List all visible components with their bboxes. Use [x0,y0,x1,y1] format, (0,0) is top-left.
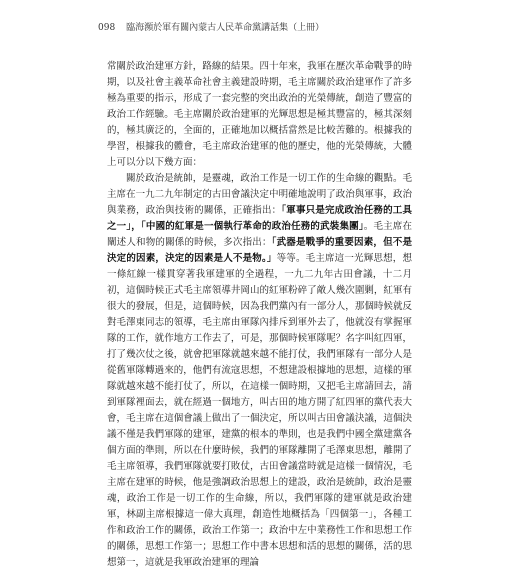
paragraph-1 [107,59,412,171]
paragraph-text: 。毛主席在闡述人和物的關係的時候，多次指出： [107,221,412,248]
running-title: 臨海瀕於軍有關內蒙古人民革命黨講話集（上冊） [126,23,325,33]
paragraph-text: 等等。毛主席這一光輝思想，想一條紅線一樣貫穿著我軍建軍的全過程，一九二九年古田會議，十二月初，這個時候正式毛主席領導井岡山的紅軍粉碎了敵人幾次圍剿，紅軍有很大的發展，但是，這個時候，因為我們黨內有一部分人，那個時候就反對毛澤東同志的領導，毛主席由軍隊內排斥到軍外去了，他就沒有掌握軍隊的工作，就作地方工作去了，可是，那個時候軍隊呢？名字叫紅四軍，打了幾次仗之後，就會把軍隊就越來越不能打仗，我們軍隊有一部分人是從舊軍隊轉過來的，他們有流寇思想，不想建設根據地的思想，這樣的軍隊就越來越不能打仗了，所以，在這樣一個時期，又把毛主席請回去，請到軍隊裡面去，就在經過一個地方，叫古田的地方開了紅四軍的黨代表大會，毛主席在這個會議上做出了一個決定，所以叫古田會議決議，這個決議不僅是我們軍隊的建軍，建黨的根本的準則，也是我們中國全黨建黨各個方面的準則，所以在什麼時候，我們的軍隊離開了毛澤東思想，離開了毛主席領導，我們軍隊就要打敗仗，古田會議當時就是這樣一個情況，毛主席在建軍的時候，他是強調政治思想上的建設，政治是統帥，政治是靈魂，政治工作是一切工作的生命線，所以，我們軍隊的建軍就是政治建軍，林副主席根據這一偉大真理，創造性地概括為「四個第一」，各種工作和政治工作的關係，政治工作第一；政治中左中業務性工作和思想工作的關係，思想工作第一；思想工作中書本思想和活的思想的關係，活的思想第一，這就是我軍政治建軍的理論 [107,253,412,568]
paragraph-2 [107,171,412,571]
running-header [98,22,324,34]
paragraph-text: 關於政治是統帥，是靈魂，政治工作是一切工作的生命線的觀點。毛主席在一九二九年制定的古田會議決定中明確地說明了政治與軍事，政治與業務，政治與技術的關係，正確指出： [107,173,412,216]
body-text [107,59,412,571]
emphasized-quote: 「軍事只是完成政治任務的工具之一」，「中國的紅軍是一個執行革命的政治任務的武裝集團」 [107,205,412,232]
paragraph-text: 常關於政治建軍方針，路線的結果。四十年來，我軍在歷次革命戰爭的時期，以及社會主義革命社會主義建設時期，毛主席關於政治建軍作了許多極為重要的指示，形成了一套完整的突出政治的光榮傳統，創造了豐富的政治工作經驗。毛主席關於政治建軍的光輝思想是極其豐富的，極其深刻的，極其廣泛的，全面的，正確地加以概括當然是比較苦難的。根據我的學習，根據我的體會，毛主席政治建軍的他的歷史，他的光榮傳統，大體上可以分以下幾方面： [107,61,412,168]
emphasized-quote: 「武器是戰爭的重要因素，但不是決定的因素，決定的因素是人不是物。」 [107,237,412,264]
page-number: 098 [98,23,116,33]
